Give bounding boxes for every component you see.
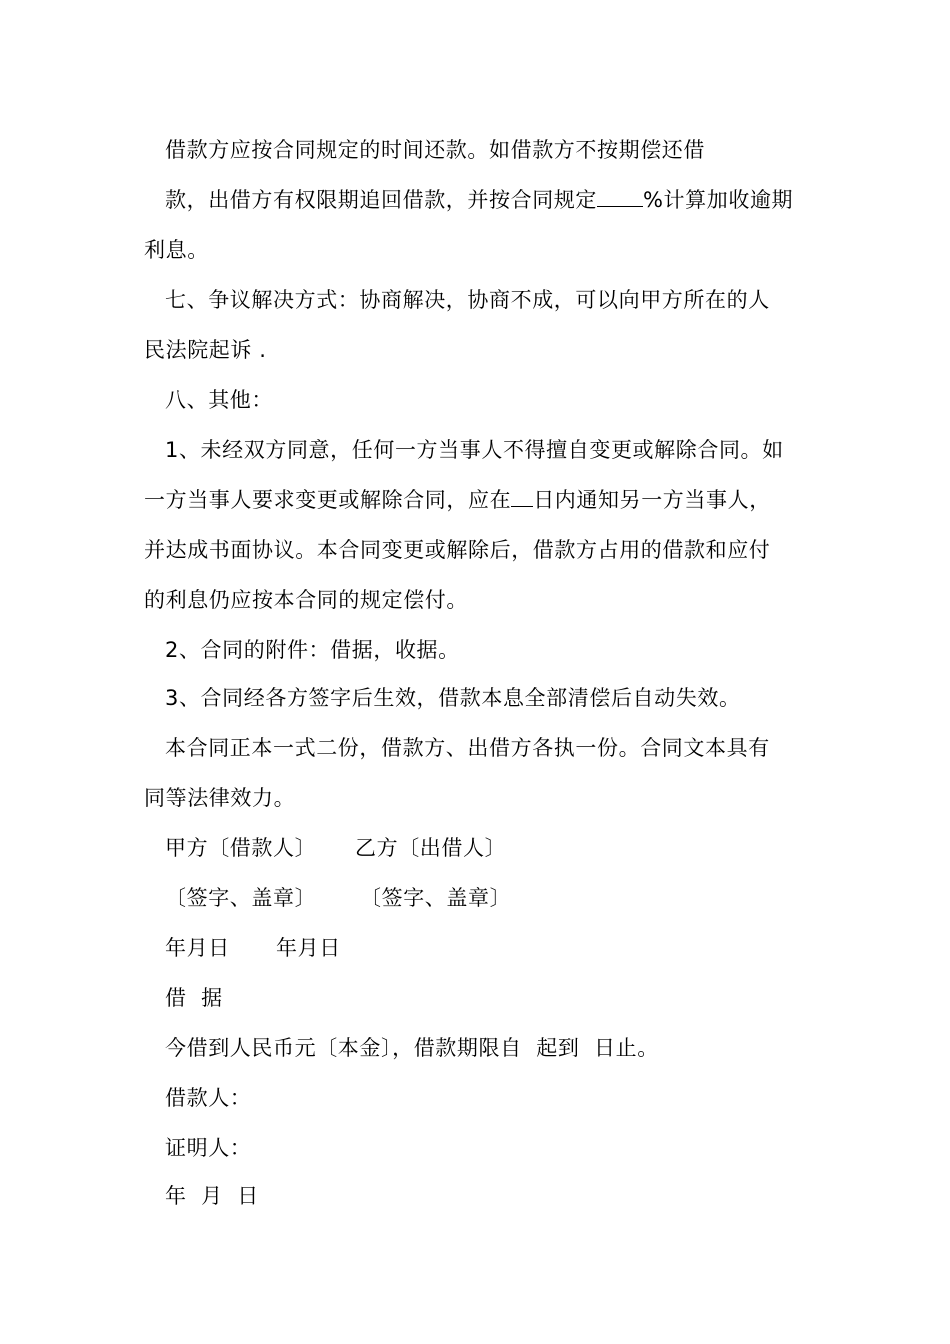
repay-line-2-post: %计算加收逾期 <box>643 188 794 212</box>
receipt-title: 借 据 <box>165 986 223 1010</box>
other-item1-line-2-post: 日内通知另一方当事人， <box>533 488 771 512</box>
other-item1-line-1: 1、未经双方同意，任何一方当事人不得擅自变更或解除合同。如 <box>165 438 784 462</box>
dispute-line-2: 民法院起诉 . <box>144 338 267 362</box>
other-item1-line-4: 的利息仍应按本合同的规定偿付。 <box>144 588 468 612</box>
other-item1-line-2-pre: 一方当事人要求变更或解除合同，应在 <box>144 488 512 512</box>
other-item2: 2、合同的附件：借据，收据。 <box>165 638 460 662</box>
party-a-sign: 〔签字、盖章〕 <box>165 886 317 910</box>
repay-line-2-pre: 款，出借方有权限期追回借款，并按合同规定 <box>165 188 597 212</box>
receipt-borrower: 借款人： <box>165 1086 252 1110</box>
party-a-date: 年月日 <box>165 936 230 960</box>
receipt-date: 年 月 日 <box>165 1184 259 1208</box>
receipt-witness: 证明人： <box>165 1136 252 1160</box>
repay-line-3: 利息。 <box>144 238 209 262</box>
party-b-label: 乙方〔出借人〕 <box>355 836 507 860</box>
repay-line-2 <box>165 186 793 214</box>
other-heading: 八、其他： <box>165 388 273 412</box>
repay-line-1: 借款方应按合同规定的时间还款。如借款方不按期偿还借 <box>165 138 705 162</box>
other-item3: 3、合同经各方签字后生效，借款本息全部清偿后自动失效。 <box>165 686 741 710</box>
party-a-label: 甲方〔借款人〕 <box>165 836 317 860</box>
other-item1-line-3: 并达成书面协议。本合同变更或解除后，借款方占用的借款和应付 <box>144 538 771 562</box>
receipt-body: 今借到人民币元〔本金〕，借款期限自 起到 日止。 <box>165 1036 659 1060</box>
dispute-line-1: 七、争议解决方式：协商解决，协商不成，可以向甲方所在的人 <box>165 288 770 312</box>
copies-line-1: 本合同正本一式二份，借款方、出借方各执一份。合同文本具有 <box>165 736 770 760</box>
other-item1-line-2 <box>144 486 771 514</box>
copies-line-2: 同等法律效力。 <box>144 786 296 810</box>
percent-blank <box>597 186 643 207</box>
days-blank <box>511 486 533 507</box>
party-b-sign: 〔签字、盖章〕 <box>360 886 512 910</box>
party-b-date: 年月日 <box>276 936 341 960</box>
